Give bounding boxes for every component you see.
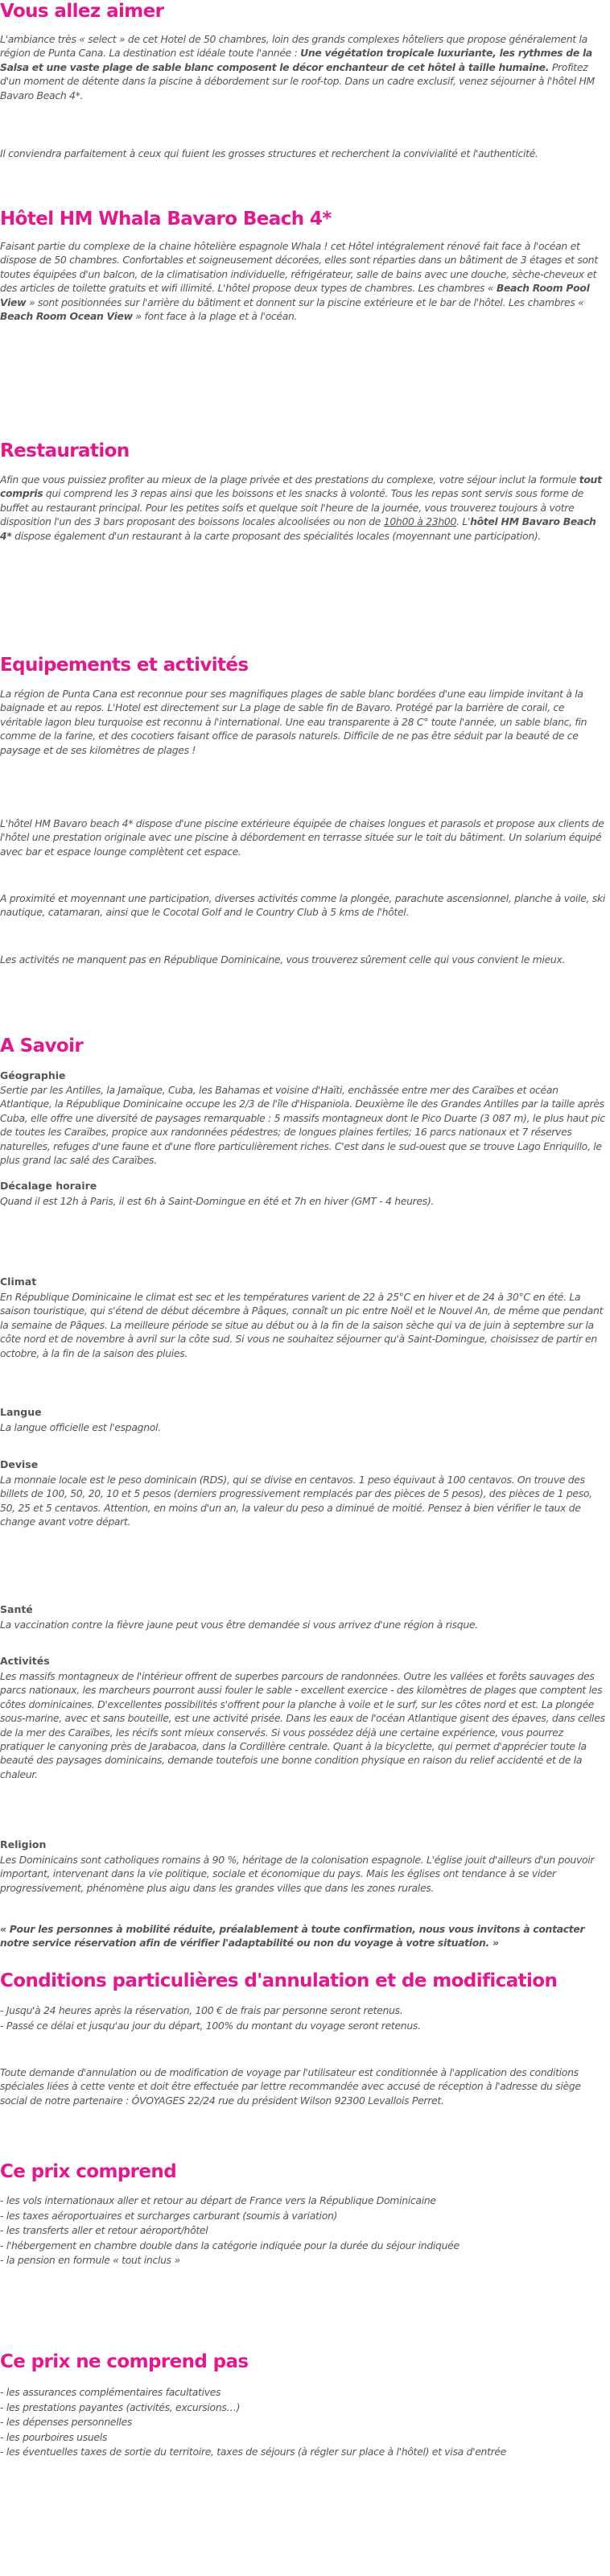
section-title-equipements: Equipements et activités <box>0 655 249 676</box>
bold-text: Beach Room Pool View <box>0 282 590 308</box>
text-run: Les Dominicains sont catholiques romains à 90 %, héritage de la colonisation espagnole. L'église jouit d'ailleurs d'un pouvoir important, intervenant dans la vie politique, sociale et économique du pays. Mais les églises ont tendance à se vider progressivement, phénomène plus aigu dans les grandes villes que dans les zones rurales. <box>0 1854 595 1894</box>
paragraph-intro-conviviality <box>0 147 605 160</box>
text-run: Afin que vous puissiez profiter au mieux de la plage privée et des prestations du complexe, votre séjour inclut la formule <box>0 473 579 486</box>
paragraph-decalage-horaire <box>0 1194 605 1208</box>
paragraph-hotel-description <box>0 239 605 323</box>
text-run: . L' <box>456 515 471 528</box>
paragraph-restauration <box>0 473 605 543</box>
text-run: En République Dominicaine le climat est sec et les températures varient de 22 à 25°C en hiver et de 24 à 30°C en été. La saison touristique, qui s'étend de début décembre à Pâques, connaît un pic entre Noël et le Nouvel An, de même que pendant la semaine de Pâques. La meilleure période se situe au début ou à la fin de la saison sèche qui va de juin à septembre sur la côte nord et de novembre à avril sur la côte sud. Si vous ne souhaitez séjourner qu'à Saint-Domingue, choisissez de partir en octobre, à la fin de la saison des pluies. <box>0 1291 604 1359</box>
paragraph-devise <box>0 1473 605 1529</box>
text-run: Toute demande d'annulation ou de modification de voyage par l'utilisateur est conditionnée à l'application des conditions spéciales liées à cette vente et doit être effectuée par lettre recommandée avec accusé de réception à l'adresse du siège social de notre partenaire : ÔVOYAGES 22/24 rue du président Wilson 92300 Levallois Perret. <box>0 2066 581 2107</box>
text-run: La langue officielle est l'espagnol. <box>0 1421 161 1433</box>
list-item-prix-ne-comprend: - les assurances complémentaires facultatives <box>0 2385 605 2400</box>
subtitle-geographie: Géographie <box>0 1069 66 1081</box>
paragraph-plages <box>0 687 605 757</box>
text-run: Il conviendra parfaitement à ceux qui fuient les grosses structures et recherchent la convivialité et l'authenticité. <box>0 147 538 159</box>
underlined-text: 10h00 à 23h00 <box>383 515 457 528</box>
subtitle-devise: Devise <box>0 1458 39 1470</box>
paragraph-religion <box>0 1853 605 1895</box>
bold-text: hôtel HM Bavaro Beach 4* <box>0 515 596 542</box>
subtitle-decalage-horaire: Décalage horaire <box>0 1180 97 1192</box>
subtitle-activites: Activités <box>0 1655 50 1667</box>
list-item-prix-ne-comprend: - les dépenses personnelles <box>0 2415 605 2430</box>
text-run: Quand il est 12h à Paris, il est 6h à Saint-Domingue en été et 7h en hiver (GMT - 4 heures). <box>0 1195 435 1207</box>
text-run: La région de Punta Cana est reconnue pour ses magnifiques plages de sable blanc bordées d'une eau limpide invitant à la baignade et au repos. L'Hotel est directement sur La plage de sable fin de Bavaro. Protégé par la barrière de corail, ce véritable lagon bleu turquoise est reconnu à l'international. Une eau transparente à 28 C° toute l'année, un sable blanc, fin comme de la farine, et des cocotiers faisant office de parasols naturels. Difficile de ne pas être séduit par la beauté de ce paysage et de ses kilomètres de plages ! <box>0 688 587 756</box>
list-item-prix-comprend: - les transferts aller et retour aéroport/hôtel <box>0 2223 605 2239</box>
text-run: Sertie par les Antilles, la Jamaïque, Cuba, les Bahamas et voisine d'Haïti, enchâssée entre mer des Caraïbes et océan Atlantique, la République Dominicaine occupe les 2/3 de l'île d'Hispaniola. Deuxième île des Grandes Antilles par la taille après Cuba, elle offre une diversité de paysages remarquable : 5 massifs montagneux dont le Pico Duarte (3 087 m), le plus haut pic de toutes les Caraïbes, propice aux randonnées pédestres; de longues plaines fertiles; 16 parcs nationaux et 7 réserves naturelles, refuges d'une faune et d'une flore particulièrement riches. C'est dans le sud-ouest que se trouve Lago Enriquillo, le plus grand lac salé des Caraïbes. <box>0 1084 605 1167</box>
subtitle-langue: Langue <box>0 1406 42 1418</box>
list-item-prix-comprend: - les taxes aéroportuaires et surcharges carburant (soumis à variation) <box>0 2209 605 2224</box>
paragraph-intro <box>0 32 605 102</box>
section-title-prix-ne-comprend: Ce prix ne comprend pas <box>0 2351 249 2372</box>
subtitle-religion: Religion <box>0 1838 47 1850</box>
paragraph-sante <box>0 1618 605 1631</box>
subtitle-climat: Climat <box>0 1276 37 1288</box>
text-run: Profitez d'un moment de détente dans la piscine à débordement sur le roof-top. Dans un cadre exclusif, venez séjourner à l'hôtel HM Bavaro Beach 4*. <box>0 60 595 101</box>
list-prix-comprend <box>0 2194 605 2268</box>
text-run: La vaccination contre la fièvre jaune peut vous être demandée si vous arrivez d'une région à risque. <box>0 1619 478 1631</box>
bold-text: Une végétation tropicale luxuriante, les rythmes de la Salsa et une vaste plage de sable blanc composent le décor enchanteur de cet hôtel à taille humaine. <box>0 47 592 73</box>
bold-text: « Pour les personnes à mobilité réduite, préalablement à toute confirmation, nous vous invitons à contacter notre service réservation afin de vérifier l'adaptabilité ou non du voyage à votre situation. » <box>0 1923 585 1950</box>
text-run: L'ambiance très « select » de cet Hotel de 50 chambres, loin des grands complexes hôteliers que propose généralement la région de Punta Cana. La destination est idéale toute l'année : <box>0 33 587 60</box>
text-run: » font face à la plage et à l'océan. <box>132 310 298 323</box>
paragraph-conditions <box>0 2065 605 2107</box>
paragraph-climat <box>0 1290 605 1360</box>
text-run: La monnaie locale est le peso dominicain (RDS), qui se divise en centavos. 1 peso équivaut à 100 centavos. On trouve des billets de 100, 50, 20, 10 et 5 pesos (derniers progressivement remplacés par des pièces de 5 pesos), des pièces de 1 peso, 50, 25 et 5 centavos. Attention, en moins d'un an, la valeur du peso a diminué de moitié. Pensez à bien vérifier le taux de change avant votre départ. <box>0 1474 592 1528</box>
text-run: L'hôtel HM Bavaro beach 4* dispose d'une piscine extérieure équipée de chaises longues et parasols et propose aux clients de l'hôtel une prestation originale avec une piscine à débordement en terrasse située sur le toit du bâtiment. Un solarium équipé avec bar et espace lounge complètent cet espace. <box>0 817 604 858</box>
list-item-prix-ne-comprend: - les pourboires usuels <box>0 2430 605 2446</box>
section-title-conditions: Conditions particulières d'annulation et de modification <box>0 1970 558 1991</box>
list-item-condition: - Jusqu'à 24 heures après la réservation, 100 € de frais par personne seront retenus. <box>0 2003 605 2019</box>
text-run: qui comprend les 3 repas ainsi que les boissons et les snacks à volonté. Tous les repas sont servis sous forme de buffet au restaurant principal. Pour les petites soifs et quelque soit l'heure de la journée, vous trouverez toujours à votre disposition l'un des 3 bars proposant des boissons locales alcoolisées ou non de <box>0 487 583 528</box>
paragraph-activites-proximite <box>0 891 605 920</box>
section-title-restauration: Restauration <box>0 440 130 461</box>
section-title-hotel: Hôtel HM Whala Bavaro Beach 4* <box>0 209 332 229</box>
text-run: Les activités ne manquent pas en République Dominicaine, vous trouverez sûrement celle qui vous convient le mieux. <box>0 953 566 965</box>
section-title-prix-comprend: Ce prix comprend <box>0 2161 177 2182</box>
text-run: Faisant partie du complexe de la chaine hôtelière espagnole Whala ! cet Hôtel intégralement rénové fait face à l'océan et dispose de 50 chambres. Confortables et soigneusement décorées, elles sont réparties dans un bâtiment de 3 étages et sont toutes équipées d'un balcon, de la climatisation individuelle, réfrigérateur, salle de bains avec une douche, sèche-cheveux et des articles de toilette gratuits et wifi illimité. L'hôtel propose deux types de chambres. Les chambres « <box>0 240 598 295</box>
list-conditions <box>0 2003 605 2033</box>
list-item-condition: - Passé ce délai et jusqu'au jour du départ, 100% du montant du voyage seront retenus. <box>0 2019 605 2034</box>
bold-text: Beach Room Ocean View <box>0 310 133 323</box>
list-prix-ne-comprend <box>0 2385 605 2460</box>
list-item-prix-comprend: - la pension en formule « tout inclus » <box>0 2253 605 2268</box>
text-run: dispose également d'un restaurant à la carte proposant des spécialités locales (moyennant une participation). <box>11 529 542 542</box>
list-item-prix-ne-comprend: - les prestations payantes (activités, excursions…) <box>0 2400 605 2416</box>
list-item-prix-comprend: - l'hébergement en chambre double dans la catégorie indiquée pour la durée du séjour indiquée <box>0 2239 605 2254</box>
paragraph-langue <box>0 1420 605 1434</box>
subtitle-sante: Santé <box>0 1603 33 1615</box>
paragraph-activites <box>0 1669 605 1781</box>
text-run: » sont positionnées sur l'arrière du bâtiment et donnent sur la piscine extérieure et le bar de l'hôtel. Les chambres « <box>26 296 584 308</box>
bold-text: tout compris <box>0 473 602 500</box>
list-item-prix-ne-comprend: - les éventuelles taxes de sortie du territoire, taxes de séjours (à régler sur place à l'hôtel) et visa d'entrée <box>0 2445 605 2460</box>
section-title-vous-allez-aimer: Vous allez aimer <box>0 1 164 22</box>
paragraph-piscine <box>0 817 605 858</box>
text-run: Les massifs montagneux de l'intérieur offrent de superbes parcours de randonnées. Outre les vallées et forêts sauvages des parcs nationaux, les marcheurs pourront aussi fouler le sable - excellent exercice - des kilomètres de plages que comptent les côtes dominicaines. D'excellentes possibilités s'offrent pour la planche à voile et le surf, sur les côtes nord et est. La plongée sous-marine, avec et sans bouteille, est une activité prisée. Dans les eaux de l'océan Atlantique gisent des épaves, dans celles de la mer des Caraïbes, les récifs sont mieux conservés. Si vous possédez déjà une certaine expérience, vous pourrez pratiquer le canyoning près de Jarabacoa, dans la Cordillère centrale. Quant à la bicyclette, qui permet d'apprécier toute la beauté des paysages dominicains, demande toutefois une bonne condition physique en raison du relief accidenté et de la chaleur. <box>0 1670 605 1780</box>
paragraph-mobilite-reduite <box>0 1922 605 1950</box>
paragraph-activites-rd <box>0 953 605 966</box>
paragraph-geographie <box>0 1083 605 1167</box>
section-title-a-savoir: A Savoir <box>0 1036 84 1056</box>
list-item-prix-comprend: - les vols internationaux aller et retour au départ de France vers la République Dominicaine <box>0 2194 605 2209</box>
text-run: A proximité et moyennant une participation, diverses activités comme la plongée, parachute ascensionnel, planche à voile, ski nautique, catamaran, ainsi que le Cocotal Golf and le Country Club à 5 kms de l'hôtel. <box>0 892 606 919</box>
